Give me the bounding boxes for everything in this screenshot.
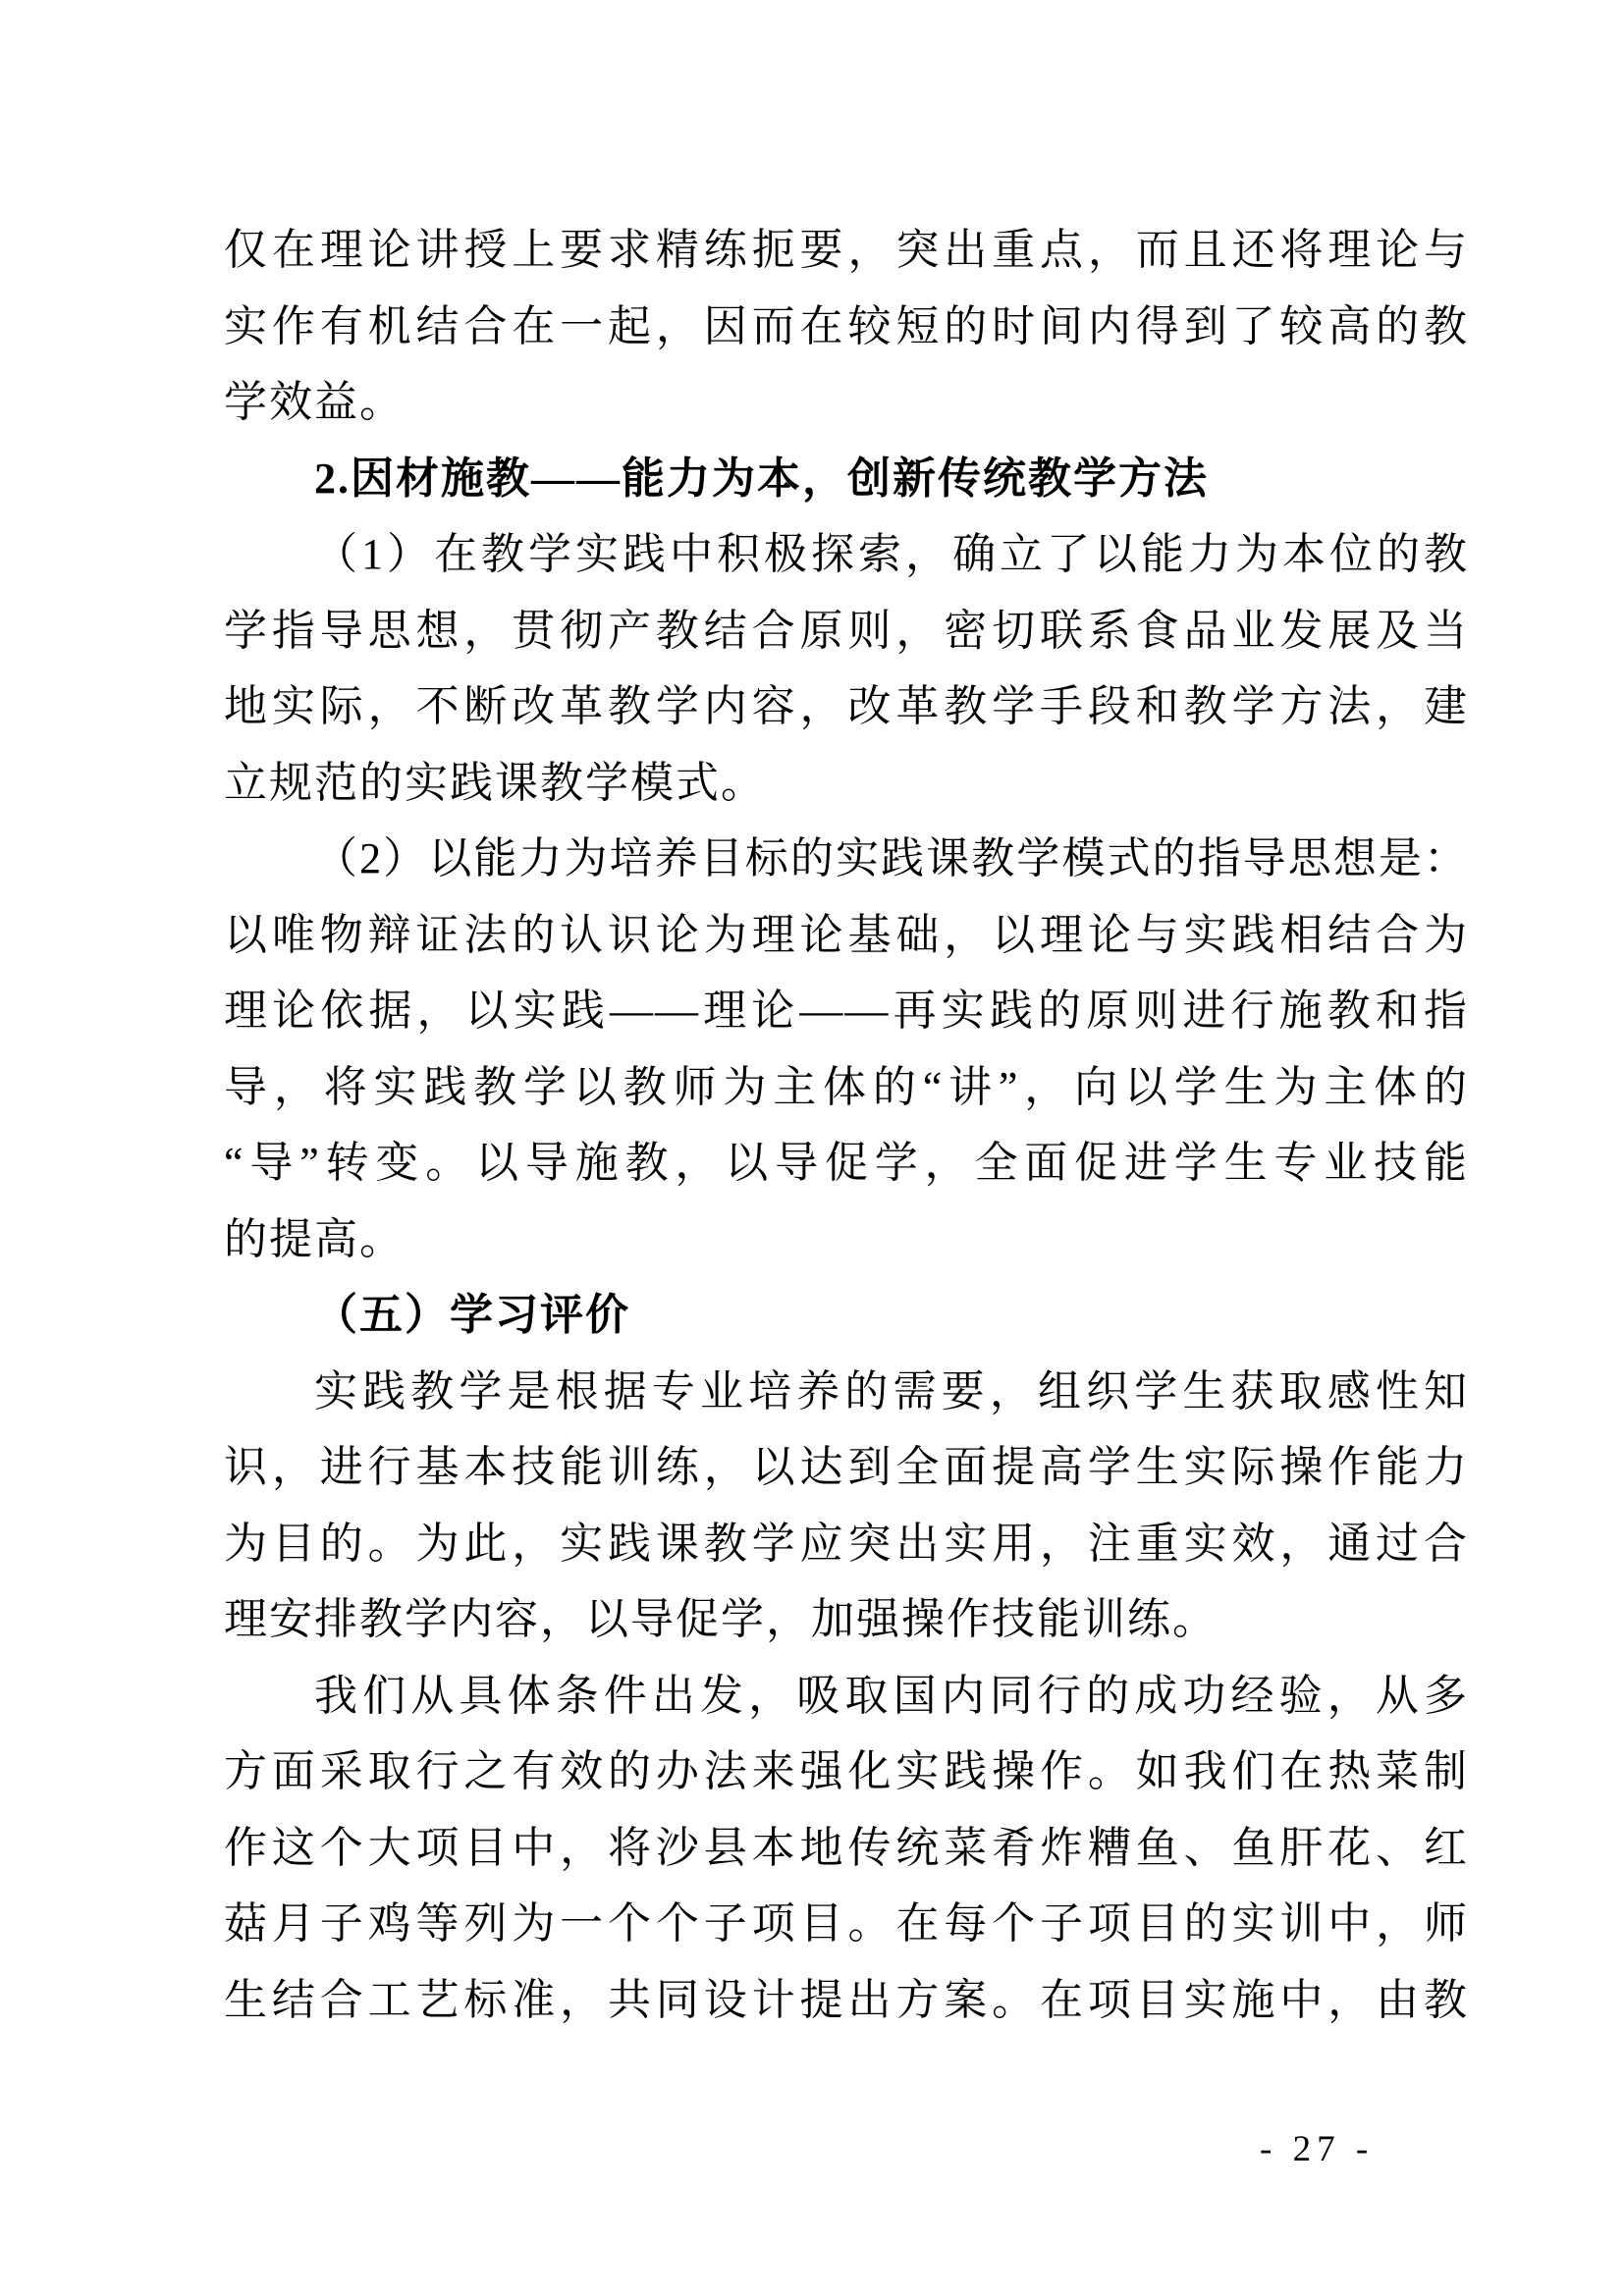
text-line: 以唯物辩证法的认识论为理论基础，以理论与实践相结合为 xyxy=(224,910,1469,959)
section-heading: （五）学习评价 xyxy=(314,1291,630,1339)
text-line: 方面采取行之有效的办法来强化实践操作。如我们在热菜制 xyxy=(224,1747,1469,1795)
text-line: 为目的。为此，实践课教学应突出实用，注重实效，通过合 xyxy=(224,1519,1469,1568)
text-line: 生结合工艺标准，共同设计提出方案。在项目实施中，由教 xyxy=(224,1975,1469,2024)
text-line: 理论依据，以实践——理论——再实践的原则进行施教和指 xyxy=(224,987,1469,1035)
text-line: 导，将实践教学以教师为主体的“讲”，向以学生为主体的 xyxy=(224,1062,1469,1111)
text-line: （1）在教学实践中积极探索，确立了以能力为本位的教 xyxy=(314,530,1469,578)
text-line: 作这个大项目中，将沙县本地传统菜肴炸糟鱼、鱼肝花、红 xyxy=(224,1823,1469,1872)
page-content xyxy=(224,212,1469,2038)
text-line: “导”转变。以导施教，以导促学，全面促进学生专业技能 xyxy=(224,1139,1469,1187)
page-number: - 27 - xyxy=(1260,2129,1375,2169)
text-line: 理安排教学内容，以导促学，加强操作技能训练。 xyxy=(224,1595,1218,1643)
text-line: （2）以能力为培养目标的实践课教学模式的指导思想是： xyxy=(314,834,1469,882)
text-line: 地实际，不断改革教学内容，改革教学手段和教学方法，建 xyxy=(224,682,1469,730)
text-line: 仅在理论讲授上要求精练扼要，突出重点，而且还将理论与 xyxy=(224,226,1469,274)
text-line: 学指导思想，贯彻产教结合原则，密切联系食品业发展及当 xyxy=(224,606,1469,655)
text-line: 学效益。 xyxy=(224,378,405,426)
text-line: 实践教学是根据专业培养的需要，组织学生获取感性知 xyxy=(314,1366,1469,1415)
text-line: 立规范的实践课教学模式。 xyxy=(224,758,766,807)
text-line: 识，进行基本技能训练，以达到全面提高学生实际操作能力 xyxy=(224,1443,1469,1491)
text-line: 我们从具体条件出发，吸取国内同行的成功经验，从多 xyxy=(314,1671,1469,1720)
section-heading: 2.因材施教——能力为本，创新传统教学方法 xyxy=(314,454,1209,503)
text-line: 的提高。 xyxy=(224,1214,405,1263)
text-line: 菇月子鸡等列为一个个子项目。在每个子项目的实训中，师 xyxy=(224,1899,1469,1948)
text-line: 实作有机结合在一起，因而在较短的时间内得到了较高的教 xyxy=(224,301,1469,350)
